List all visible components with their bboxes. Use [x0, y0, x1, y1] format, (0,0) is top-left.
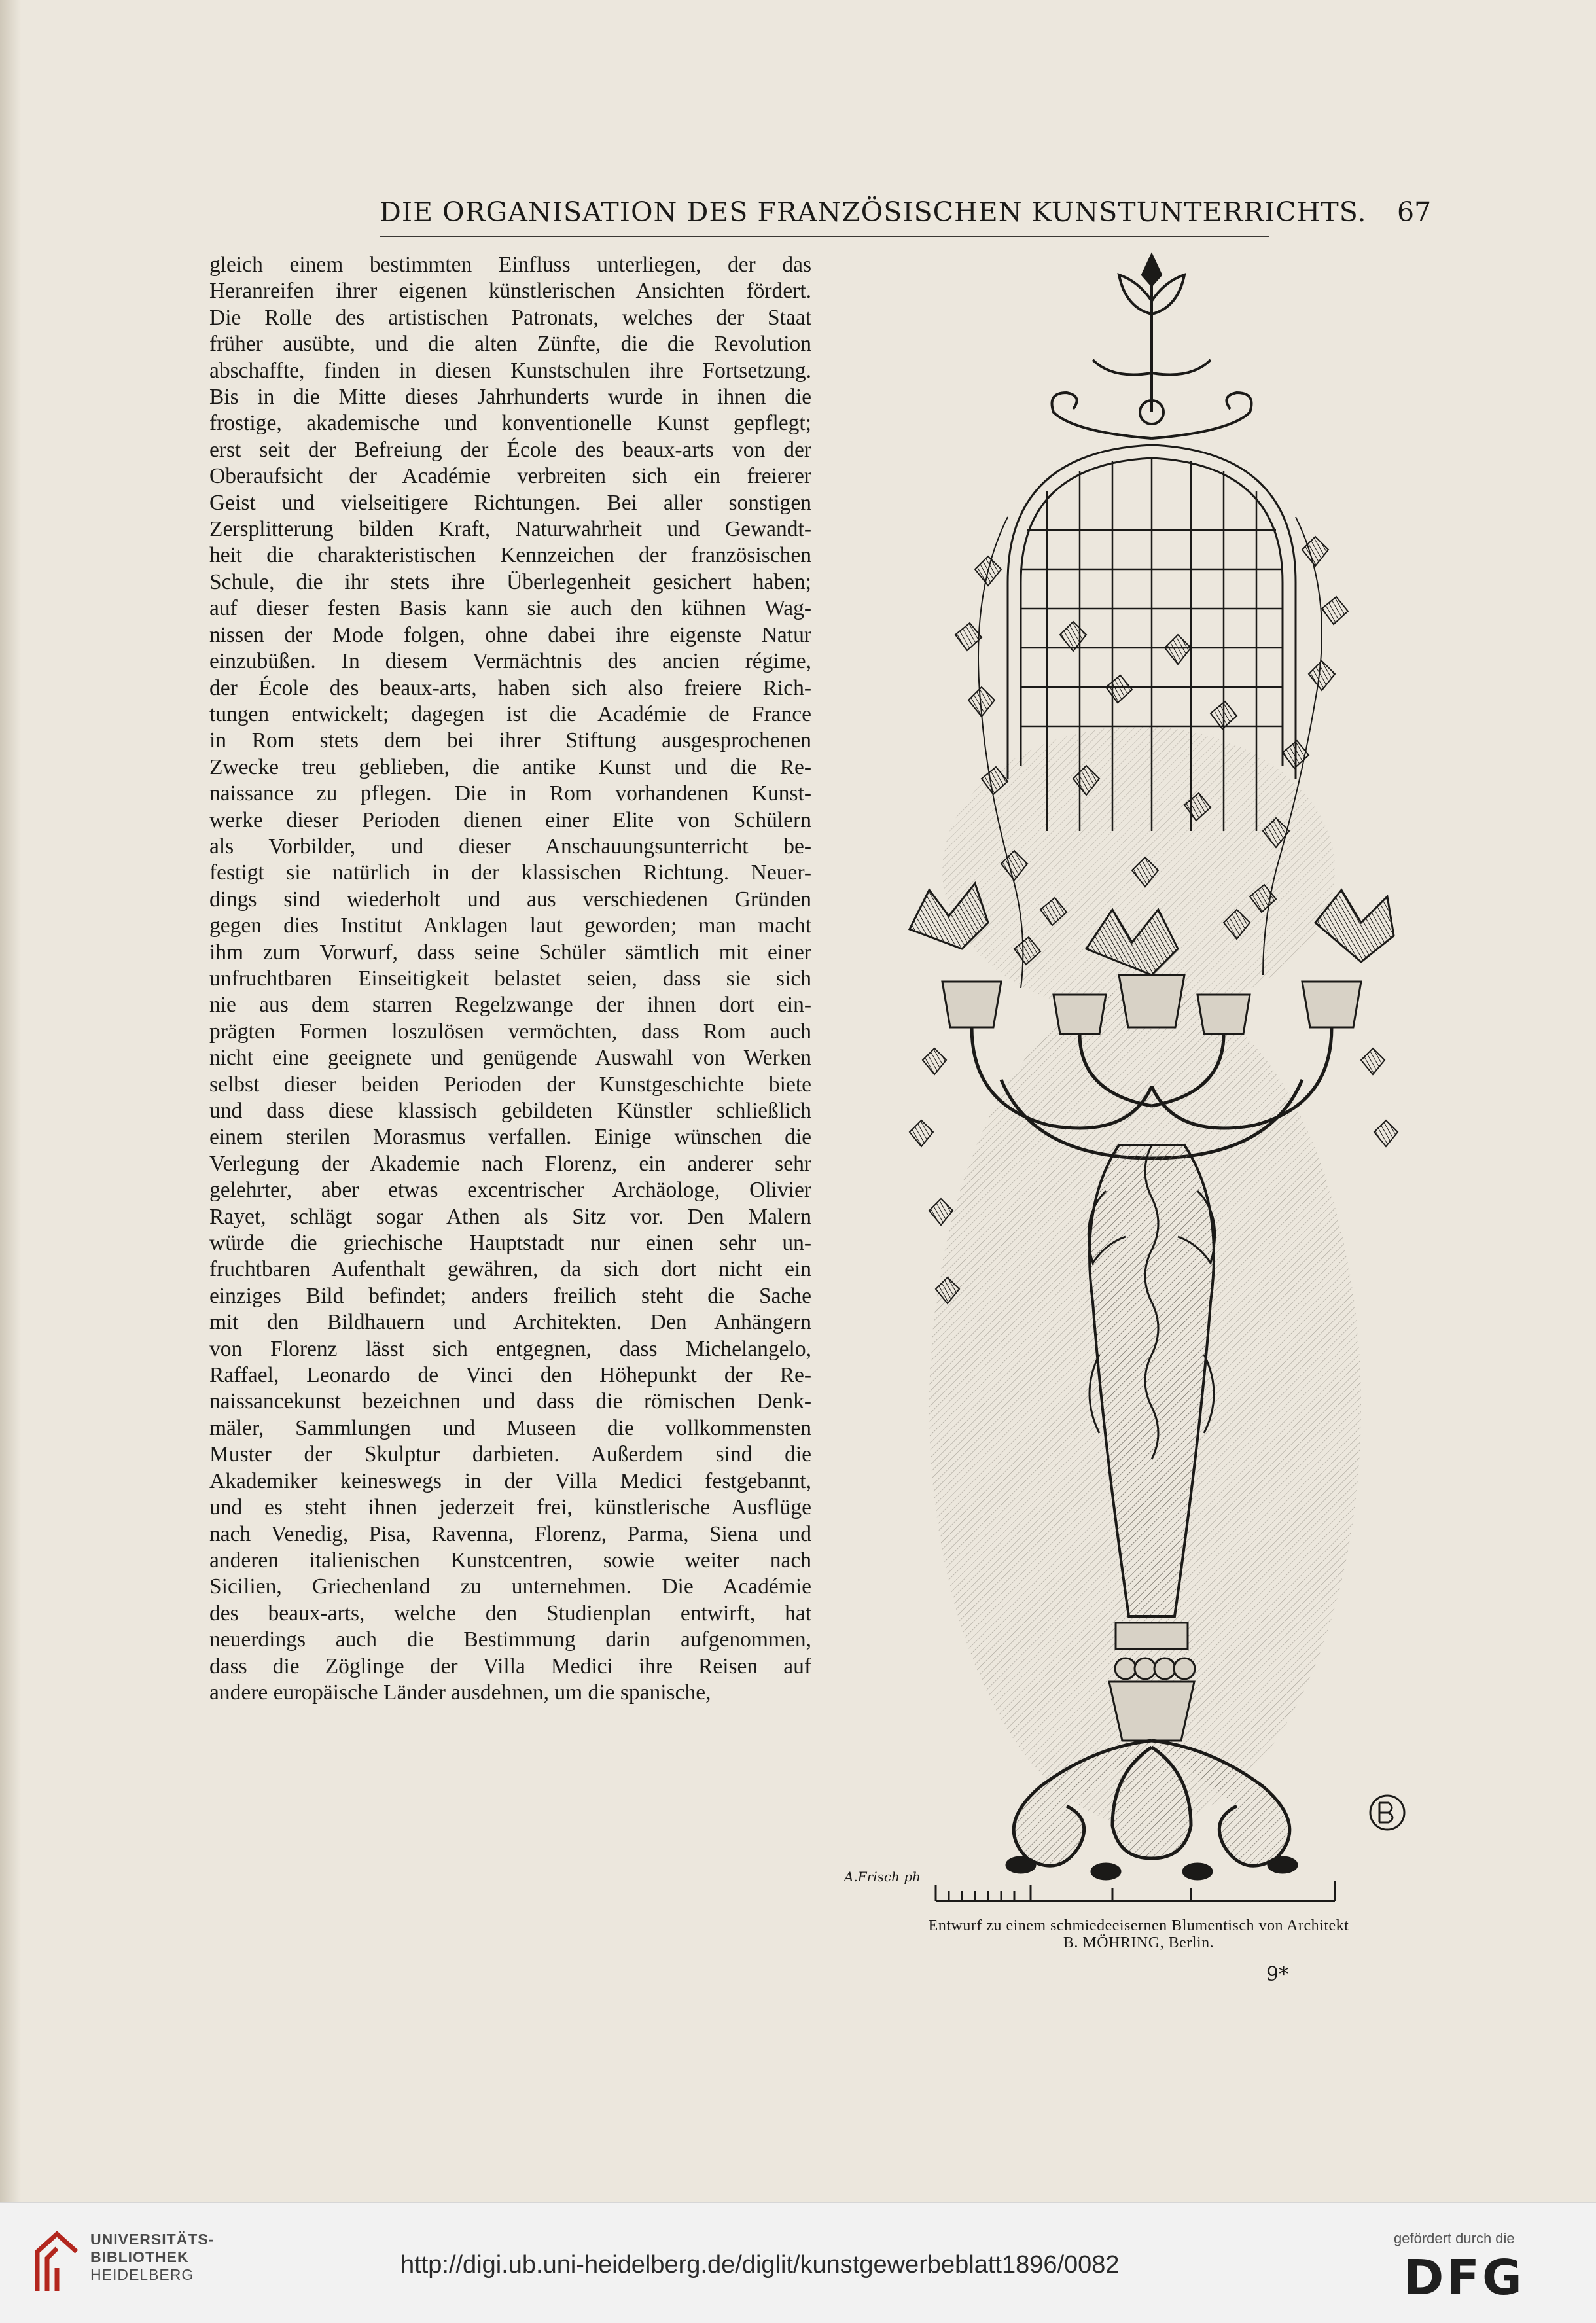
permalink-url[interactable]: http://digi.ub.uni-heidelberg.de/diglit/kunstgewerbeblatt1896/0082 — [400, 2251, 1120, 2279]
body-text-line: naissance zu pflegen. Die in Rom vorhandenen Kunst- — [209, 781, 811, 806]
body-text-line: einzubüßen. In diesem Vermächtnis des ancien régime, — [209, 649, 811, 674]
body-text-line: nach Venedig, Pisa, Ravenna, Florenz, Parma, Siena und — [209, 1521, 811, 1546]
body-text-line: würde die griechische Hauptstadt nur einen sehr un- — [209, 1231, 811, 1256]
body-text-line: andere europäische Länder ausdehnen, um die spanische, — [209, 1680, 711, 1705]
body-text-line: gleich einem bestimmten Einfluss unterliegen, der das — [209, 253, 811, 277]
body-text-line: früher ausübte, und die alten Zünfte, die die Revolution — [209, 332, 811, 357]
header-rule — [380, 236, 1269, 237]
body-text-line: naissancekunst bezeichnen und dass die römischen Denk- — [209, 1389, 811, 1414]
signature-mark: 9* — [1266, 1963, 1289, 1986]
body-text-line: und es steht ihnen jederzeit frei, künstlerische Ausflüge — [209, 1495, 811, 1520]
dfg-logo[interactable]: DFG — [1404, 2250, 1525, 2306]
body-text-line: nissen der Mode folgen, ohne dabei ihre eigenste Natur — [209, 622, 811, 647]
wrought-iron-flower-table-drawing — [857, 242, 1446, 1904]
body-text-line: Verlegung der Akademie nach Florenz, ein anderer sehr — [209, 1151, 811, 1176]
viewer-footer — [0, 2202, 1596, 2323]
body-text-line: Bis in die Mitte dieses Jahrhunderts wurde in ihnen die — [209, 385, 811, 410]
body-text-line: fruchtbaren Aufenthalt gewähren, da sich dort nicht ein — [209, 1257, 811, 1282]
ub-heidelberg-logo-icon[interactable] — [34, 2229, 80, 2294]
body-text-line: erst seit der Befreiung der École des beaux-arts von der — [209, 437, 811, 462]
body-text-line: in Rom stets dem bei ihrer Stiftung ausgesprochenen — [209, 728, 811, 753]
body-text-line: gegen dies Institut Anklagen laut geworden; man macht — [209, 913, 811, 938]
library-name-line-2: BIBLIOTHEK — [90, 2248, 189, 2265]
body-text-line: einem sterilen Morasmus verfallen. Einige wünschen die — [209, 1125, 811, 1150]
running-head: DIE ORGANISATION DES FRANZÖSISCHEN KUNSTUNTERRICHTS. — [380, 196, 1367, 228]
body-text-line: Die Rolle des artistischen Patronats, welches der Staat — [209, 305, 811, 330]
body-text-line: einziges Bild befindet; anders freilich steht die Sache — [209, 1283, 811, 1308]
body-text-line: und dass diese klassisch gebildeten Künstler schließlich — [209, 1099, 811, 1123]
body-text-line: als Vorbilder, und dieser Anschauungsunterricht be- — [209, 834, 811, 859]
body-text-line: Akademiker keineswegs in der Villa Medici festgebannt, — [209, 1468, 811, 1493]
body-text-line: der École des beaux-arts, haben sich also freiere Rich- — [209, 675, 811, 700]
body-text-line: Schule, die ihr stets ihre Überlegenheit gesichert haben; — [209, 569, 811, 594]
body-text-line: neuerdings auch die Bestimmung darin aufgenommen, — [209, 1627, 811, 1652]
body-text-line: gelehrter, aber etwas excentrischer Archäologe, Olivier — [209, 1178, 811, 1203]
body-text-line: heit die charakteristischen Kennzeichen der französischen — [209, 543, 811, 568]
body-text-line: werke dieser Perioden dienen einer Elite von Schülern — [209, 807, 811, 832]
body-text-line: auf dieser festen Basis kann sie auch den kühnen Wag- — [209, 596, 811, 621]
body-text-line: Geist und vielseitigere Richtungen. Bei aller sonstigen — [209, 490, 811, 515]
body-text-line: Zersplitterung bilden Kraft, Naturwahrheit und Gewandt- — [209, 517, 811, 542]
library-name-line-1: UNIVERSITÄTS- — [90, 2231, 215, 2248]
body-text-line: selbst dieser beiden Perioden der Kunstgeschichte biete — [209, 1072, 811, 1097]
artist-signature: A.Frisch ph — [844, 1869, 921, 1885]
caption-line-2: B. MÖHRING, Berlin. — [1063, 1934, 1215, 1951]
body-text-line: Raffael, Leonardo de Vinci den Höhepunkt der Re- — [209, 1363, 811, 1388]
body-text-line: mit den Bildhauern und Architekten. Den Anhängern — [209, 1310, 811, 1335]
body-text-line: dings sind wiederholt und aus verschiedenen Gründen — [209, 887, 811, 912]
body-text-line: abschaffte, finden in diesen Kunstschulen ihre Fortsetzung. — [209, 358, 811, 383]
body-text-line: nie aus dem starren Regelzwange der ihnen dort ein- — [209, 993, 811, 1018]
body-text-line: Oberaufsicht der Académie verbreiten sich ein freierer — [209, 464, 811, 489]
library-name[interactable] — [90, 2231, 214, 2284]
body-text-line: Zwecke treu geblieben, die antike Kunst und die Re- — [209, 754, 811, 779]
figure-caption — [844, 1917, 1433, 1951]
body-text-line: frostige, akademische und konventionelle Kunst gepflegt; — [209, 411, 811, 436]
body-text-line: dass die Zöglinge der Villa Medici ihre Reisen auf — [209, 1654, 811, 1678]
body-text-line: ihm zum Vorwurf, dass seine Schüler sämtlich mit einer — [209, 940, 811, 965]
body-text-line: festigt sie natürlich in der klassischen Richtung. Neuer- — [209, 860, 811, 885]
body-text-line: prägten Formen loszulösen vermöchten, dass Rom auch — [209, 1019, 811, 1044]
body-text-line: Heranreifen ihrer eigenen künstlerischen Ansichten fördert. — [209, 279, 811, 304]
body-text-line: des beaux-arts, welche den Studienplan entwirft, hat — [209, 1601, 811, 1625]
body-text-line: Rayet, schlägt sogar Athen als Sitz vor. Den Malern — [209, 1204, 811, 1229]
page-number: 67 — [1397, 196, 1432, 228]
body-text-line: mäler, Sammlungen und Museen die vollkommensten — [209, 1415, 811, 1440]
body-text-line: Sicilien, Griechenland zu unternehmen. Die Académie — [209, 1574, 811, 1599]
body-text-line: nicht eine geeignete und genügende Auswahl von Werken — [209, 1046, 811, 1071]
body-text-line: tungen entwickelt; dagegen ist die Académie de France — [209, 701, 811, 726]
caption-line-1: Entwurf zu einem schmiedeeisernen Blumentisch von Architekt — [928, 1917, 1349, 1934]
library-name-line-3: HEIDELBERG — [90, 2266, 194, 2283]
body-text-column — [209, 252, 811, 1706]
body-text-line: unfruchtbaren Einseitigkeit belastet seien, dass sie sich — [209, 966, 811, 991]
flower-stand-illustration — [857, 242, 1446, 1904]
funded-by-label: gefördert durch die — [1394, 2230, 1515, 2246]
body-text-line: Muster der Skulptur darbieten. Außerdem sind die — [209, 1442, 811, 1467]
body-text-line: anderen italienischen Kunstcentren, sowie weiter nach — [209, 1548, 811, 1572]
body-text-line: von Florenz lässt sich entgegnen, dass Michelangelo, — [209, 1336, 811, 1361]
